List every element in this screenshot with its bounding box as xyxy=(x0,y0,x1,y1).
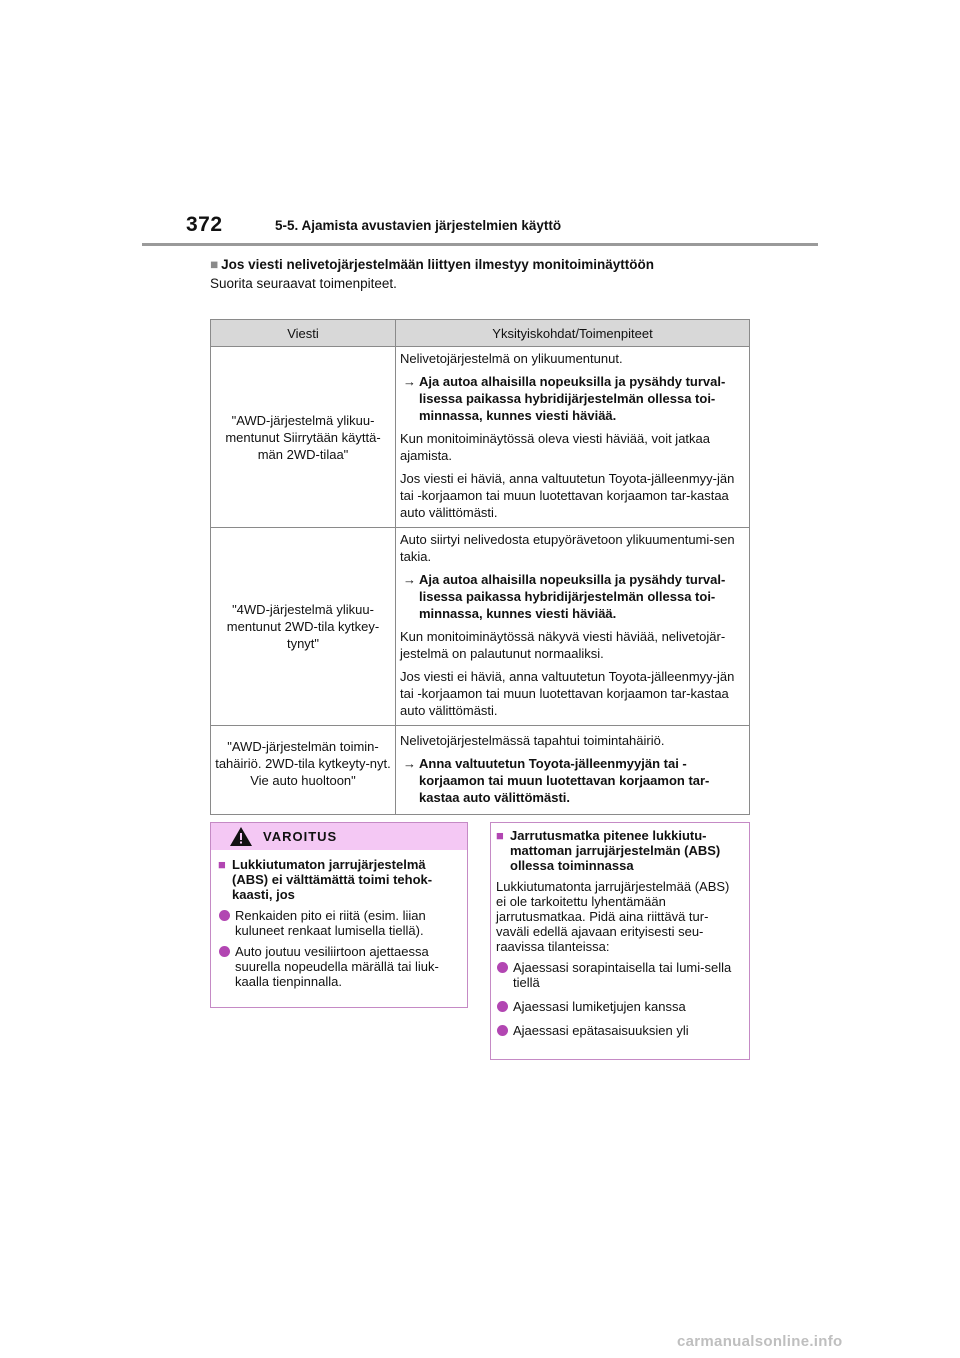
message-cell: "4WD-järjestelmä ylikuu-mentunut 2WD-tila kytkey-tynyt" xyxy=(211,528,396,726)
list-item-text: Ajaessasi epätasaisuuksien yli xyxy=(513,1023,689,1038)
action-step xyxy=(400,755,745,806)
list-item xyxy=(496,960,741,990)
info-heading-text: Jarrutusmatka pitenee lukkiutu-mattoman jarrujärjestelmän (ABS) ollessa toiminnassa xyxy=(510,828,721,873)
bullet-icon xyxy=(497,962,508,973)
bullet-icon xyxy=(497,1025,508,1036)
square-bullet-icon: ■ xyxy=(210,257,219,272)
table-row xyxy=(211,726,750,815)
action-text: Aja autoa alhaisilla nopeuksilla ja pysähdy turval-lisessa paikassa hybridijärjestelmän ollessa toi-minnassa, kunnes viesti häviää. xyxy=(419,572,726,621)
warning-box xyxy=(210,822,468,1008)
warning-subheading xyxy=(218,857,459,902)
watermark: carmanualsonline.info xyxy=(677,1333,843,1350)
detail-paragraph: Kun monitoiminäytössä oleva viesti häviää, voit jatkaa ajamista. xyxy=(400,431,710,463)
column-header-details: Yksityiskohdat/Toimenpiteet xyxy=(396,320,750,347)
list-item xyxy=(218,908,459,938)
warning-body xyxy=(211,850,467,989)
arrow-icon: → xyxy=(403,374,416,389)
bullet-icon xyxy=(497,1001,508,1012)
action-step xyxy=(400,571,745,622)
details-cell xyxy=(396,347,750,528)
action-step xyxy=(400,373,745,424)
list-item-text: Renkaiden pito ei riitä (esim. liian kuluneet renkaat lumisella tiellä). xyxy=(235,908,426,938)
detail-paragraph: Nelivetojärjestelmä on ylikuumentunut. xyxy=(400,351,623,366)
list-item xyxy=(496,1023,741,1038)
arrow-icon: → xyxy=(403,755,416,771)
section-title: 5-5. Ajamista avustavien järjestelmien käyttö xyxy=(275,218,562,233)
square-bullet-icon: ■ xyxy=(496,828,504,843)
warning-title: VAROITUS xyxy=(263,829,338,844)
message-cell: "AWD-järjestelmä ylikuu-mentunut Siirrytään käyttä-män 2WD-tilaa" xyxy=(211,347,396,528)
arrow-icon: → xyxy=(403,572,416,587)
table-header-row xyxy=(211,320,750,347)
page-number: 372 xyxy=(186,213,223,236)
table-row xyxy=(211,528,750,726)
table-row xyxy=(211,347,750,528)
section-heading xyxy=(210,257,654,272)
info-heading xyxy=(496,828,741,873)
detail-paragraph: Kun monitoiminäytössä näkyvä viesti häviää, nelivetojär-jestelmä on palautunut normaaliksi. xyxy=(400,629,726,661)
warning-subheading-text: Lukkiutumaton jarrujärjestelmä (ABS) ei välttämättä toimi tehok-kaasti, jos xyxy=(232,857,433,902)
list-item-text: Ajaessasi lumiketjujen kanssa xyxy=(513,999,686,1014)
warning-triangle-icon xyxy=(229,826,253,847)
header-divider xyxy=(142,243,818,246)
square-bullet-icon: ■ xyxy=(218,857,226,872)
warning-header xyxy=(211,823,467,850)
action-text: Aja autoa alhaisilla nopeuksilla ja pysähdy turval-lisessa paikassa hybridijärjestelmän ollessa toi-minnassa, kunnes viesti häviää. xyxy=(419,374,726,423)
detail-paragraph: Jos viesti ei häviä, anna valtuutetun Toyota-jälleenmyy-jän tai -korjaamon tai muun luotettavan korjaamon tar-kastaa auto välittömästi. xyxy=(400,471,735,520)
intro-text: Suorita seuraavat toimenpiteet. xyxy=(210,276,397,291)
list-item xyxy=(218,944,459,989)
message-cell: "AWD-järjestelmän toimin-tahäiriö. 2WD-tila kytkeyty-nyt. Vie auto huoltoon" xyxy=(211,726,396,815)
details-cell xyxy=(396,726,750,815)
bullet-icon xyxy=(219,946,230,957)
detail-paragraph: Jos viesti ei häviä, anna valtuutetun Toyota-jälleenmyy-jän tai -korjaamon tai muun luotettavan korjaamon tar-kastaa auto välittömästi. xyxy=(400,669,735,718)
column-header-message: Viesti xyxy=(211,320,396,347)
message-table xyxy=(210,319,750,815)
details-cell xyxy=(396,528,750,726)
heading-text: Jos viesti nelivetojärjestelmään liittyen ilmestyy monitoiminäyttöön xyxy=(221,257,655,272)
list-item-text: Ajaessasi sorapintaisella tai lumi-sella tiellä xyxy=(513,960,732,990)
detail-paragraph: Auto siirtyi nelivedosta etupyörävetoon ylikuumentumi-sen takia. xyxy=(400,532,735,564)
list-item-text: Auto joutuu vesiliirtoon ajettaessa suurella nopeudella märällä tai liuk-kaalla tienpinnalla. xyxy=(235,944,439,989)
info-text: Lukkiutumatonta jarrujärjestelmää (ABS) ei ole tarkoitettu lyhentämään jarrutusmatkaa. Pidä aina riittävä tur-vaväli edellä ajavaan erityisesti seu-raavissa tilanteissa: xyxy=(496,879,730,954)
detail-paragraph: Nelivetojärjestelmässä tapahtui toimintahäiriö. xyxy=(400,732,665,748)
bullet-icon xyxy=(219,910,230,921)
list-item xyxy=(496,999,741,1014)
info-box xyxy=(490,822,750,1060)
action-text: Anna valtuutetun Toyota-jälleenmyyjän tai -korjaamon tai muun luotettavan korjaamon tar-kastaa auto välittömästi. xyxy=(419,755,710,805)
